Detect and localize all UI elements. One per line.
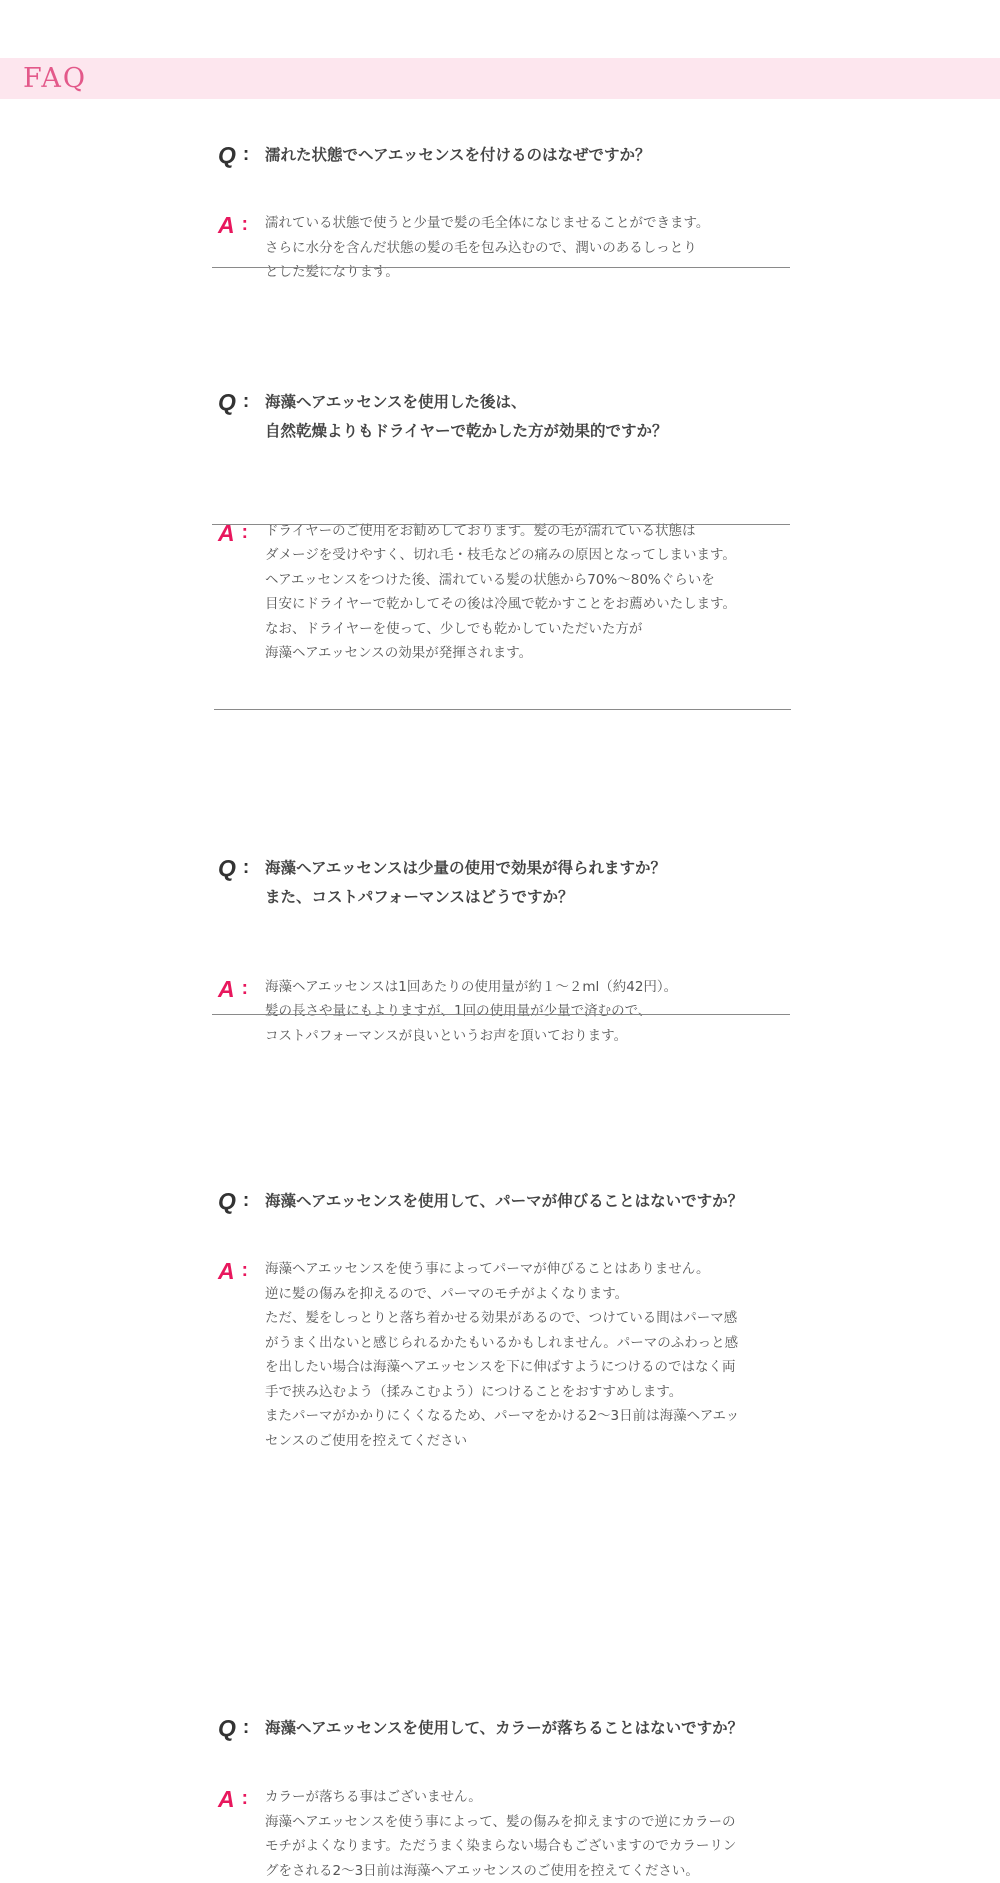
question-line: 海藻ヘアエッセンスを使用して、カラーが落ちることはないですか？ xyxy=(265,1714,845,1743)
faq-answer xyxy=(218,1257,845,1453)
answer-line: 髪の長さや量にもよりますが、1回の使用量が少量で済むので、 xyxy=(265,999,845,1024)
faq-question xyxy=(218,1187,845,1216)
question-mark-colon: : xyxy=(243,1717,249,1738)
question-text xyxy=(265,854,845,912)
faq-answer xyxy=(218,519,845,666)
faq-answer xyxy=(218,211,845,285)
answer-line: カラーが落ちる事はございません。 xyxy=(265,1785,845,1810)
answer-mark-letter: A xyxy=(218,520,235,546)
question-mark-letter: Q xyxy=(218,1188,236,1214)
question-line: 海藻ヘアエッセンスを使用した後は、 xyxy=(265,388,845,417)
answer-line: ただ、髪をしっとりと落ち着かせる効果があるので、つけている間はパーマ感 xyxy=(265,1306,845,1331)
question-mark xyxy=(218,141,249,172)
answer-mark-letter: A xyxy=(218,1258,235,1284)
answer-mark xyxy=(218,975,248,1006)
answer-mark xyxy=(218,1785,248,1816)
question-text xyxy=(265,1714,845,1743)
answer-line: 海藻ヘアエッセンスは1回あたりの使用量が約１～２ml（約42円）。 xyxy=(265,975,845,1000)
question-mark-letter: Q xyxy=(218,389,236,415)
answer-line: ドライヤーのご使用をお勧めしております。髪の毛が濡れている状態は xyxy=(265,519,845,544)
faq-divider xyxy=(214,709,791,710)
answer-line: ダメージを受けやすく、切れ毛・枝毛などの痛みの原因となってしまいます。 xyxy=(265,543,845,568)
question-line: 海藻ヘアエッセンスを使用して、パーマが伸びることはないですか？ xyxy=(265,1187,845,1216)
answer-text xyxy=(265,1785,845,1883)
question-text xyxy=(265,141,845,170)
answer-text xyxy=(265,519,845,666)
faq-title: FAQ xyxy=(23,63,87,95)
answer-line: またパーマがかかりにくくなるため、パーマをかける2～3日前は海藻ヘアエッ xyxy=(265,1404,845,1429)
answer-line: 海藻ヘアエッセンスの効果が発揮されます。 xyxy=(265,641,845,666)
question-line: 海藻ヘアエッセンスは少量の使用で効果が得られますか？ xyxy=(265,854,845,883)
faq-question xyxy=(218,1714,845,1743)
answer-line: グをされる2～3日前は海藻ヘアエッセンスのご使用を控えてください。 xyxy=(265,1859,845,1883)
answer-line: を出したい場合は海藻ヘアエッセンスを下に伸ばすようにつけるのではなく両 xyxy=(265,1355,845,1380)
faq-answer xyxy=(218,975,845,1049)
question-mark-letter: Q xyxy=(218,855,236,881)
answer-line: 濡れている状態で使うと少量で髪の毛全体になじませることができます。 xyxy=(265,211,845,236)
question-line: 自然乾燥よりもドライヤーで乾かした方が効果的ですか？ xyxy=(265,417,845,446)
answer-line: 逆に髪の傷みを抑えるので、パーマのモチがよくなります。 xyxy=(265,1282,845,1307)
question-mark-letter: Q xyxy=(218,1715,236,1741)
answer-line: さらに水分を含んだ状態の髪の毛を包み込むので、潤いのあるしっとり xyxy=(265,236,845,261)
question-mark xyxy=(218,1187,249,1218)
answer-line: なお、ドライヤーを使って、少しでも乾かしていただいた方が xyxy=(265,617,845,642)
answer-mark-colon: : xyxy=(242,522,248,543)
answer-mark-colon: : xyxy=(242,214,248,235)
faq-divider xyxy=(212,1014,790,1015)
question-text xyxy=(265,1187,845,1216)
question-mark-colon: : xyxy=(243,1190,249,1211)
faq-list xyxy=(0,0,1000,791)
answer-line: 海藻ヘアエッセンスを使う事によってパーマが伸びることはありません。 xyxy=(265,1257,845,1282)
answer-mark-letter: A xyxy=(218,1786,235,1812)
question-line: また、コストパフォーマンスはどうですか？ xyxy=(265,883,845,912)
faq-answer xyxy=(218,1785,845,1883)
faq-question xyxy=(218,854,845,912)
answer-line: センスのご使用を控えてください xyxy=(265,1429,845,1454)
answer-line: モチがよくなります。ただうまく染まらない場合もございますのでカラーリン xyxy=(265,1834,845,1859)
faq-question xyxy=(218,141,845,170)
answer-line: コストパフォーマンスが良いというお声を頂いております。 xyxy=(265,1024,845,1049)
answer-line: 手で挟み込むよう（揉みこむよう）につけることをおすすめします。 xyxy=(265,1380,845,1405)
answer-mark-colon: : xyxy=(242,978,248,999)
question-mark-colon: : xyxy=(243,144,249,165)
answer-mark-colon: : xyxy=(242,1260,248,1281)
answer-mark-letter: A xyxy=(218,212,235,238)
answer-mark xyxy=(218,211,248,242)
question-mark xyxy=(218,854,249,885)
question-mark xyxy=(218,1714,249,1745)
question-mark-colon: : xyxy=(243,857,249,878)
question-mark-colon: : xyxy=(243,391,249,412)
answer-line: 目安にドライヤーで乾かしてその後は冷風で乾かすことをお薦めいたします。 xyxy=(265,592,845,617)
answer-mark xyxy=(218,1257,248,1288)
faq-divider xyxy=(212,267,790,268)
answer-line: とした髪になります。 xyxy=(265,260,845,285)
question-mark-letter: Q xyxy=(218,142,236,168)
answer-mark-letter: A xyxy=(218,976,235,1002)
question-mark xyxy=(218,388,249,419)
faq-divider xyxy=(212,524,790,525)
answer-text xyxy=(265,975,845,1049)
faq-header-band xyxy=(0,58,1000,99)
answer-line: がうまく出ないと感じられるかたもいるかもしれません。パーマのふわっと感 xyxy=(265,1331,845,1356)
answer-line: 海藻ヘアエッセンスを使う事によって、髪の傷みを抑えますので逆にカラーの xyxy=(265,1810,845,1835)
question-text xyxy=(265,388,845,446)
answer-mark-colon: : xyxy=(242,1788,248,1809)
answer-text xyxy=(265,211,845,285)
answer-line: ヘアエッセンスをつけた後、濡れている髪の状態から70%～80%ぐらいを xyxy=(265,568,845,593)
answer-text xyxy=(265,1257,845,1453)
faq-question xyxy=(218,388,845,446)
question-line: 濡れた状態でヘアエッセンスを付けるのはなぜですか？ xyxy=(265,141,845,170)
